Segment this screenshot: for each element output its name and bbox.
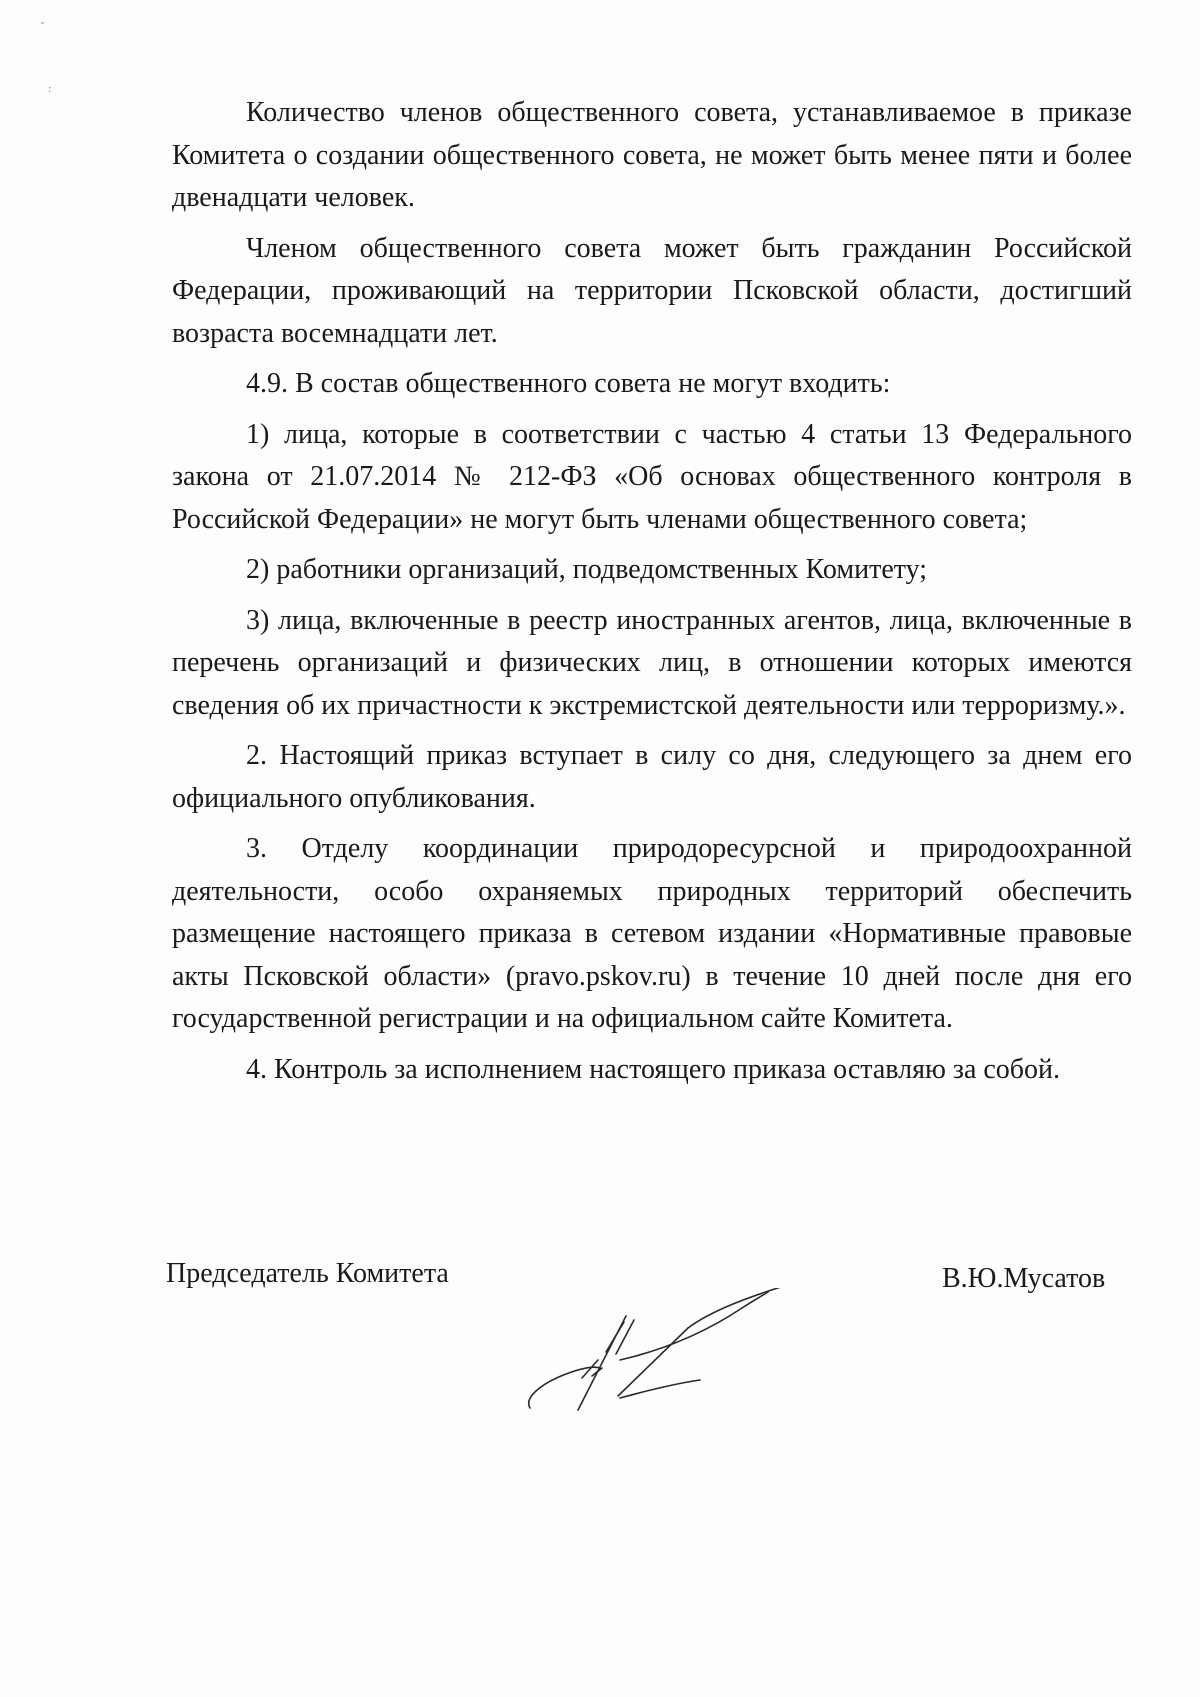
paragraph: 2. Настоящий приказ вступает в силу со дня, следующего за днем его официального опубликования. bbox=[172, 740, 1132, 814]
paragraph: 4. Контроль за исполнением настоящего приказа оставляю за собой. bbox=[246, 1053, 1061, 1085]
paragraph: 2) работники организаций, подведомственных Комитету; bbox=[246, 554, 928, 585]
paragraph: 3. Отделу координации природоресурсной и природоохранной деятельности, особо охраняемых природных территорий обеспечить размещение настоящего приказа в сетевом издании «Нормативные правовые акты Псковской области» (pravo.pskov.ru) в течение 10 дней после дня его государственной регистрации и на официальном сайте Комитета. bbox=[172, 833, 1132, 1034]
paragraph: Членом общественного совета может быть гражданин Российской Федерации, проживающий на территории Псковской области, достигший возраста восемнадцати лет. bbox=[172, 232, 1132, 349]
handwritten-signature bbox=[522, 1288, 842, 1468]
paragraph: 1) лица, которые в соответствии с частью 4 статьи 13 Федерального закона от 21.07.2014 № 212-ФЗ «Об основах общественного контроля в Российской Федерации» не могут быть членами общественного совета; bbox=[172, 418, 1132, 535]
scan-speck: ˘ bbox=[40, 22, 45, 33]
paragraph: 3) лица, включенные в реестр иностранных агентов, лица, включенные в перечень организаций и физических лиц, в отношении которых имеются сведения об их причастности к экстремистской деятельности или терроризму.». bbox=[172, 604, 1132, 721]
scan-speck: : bbox=[48, 84, 52, 95]
signatory-title: Председатель Комитета bbox=[166, 1258, 449, 1289]
paragraph: 4.9. В состав общественного совета не могут входить: bbox=[246, 368, 891, 399]
paragraph: Количество членов общественного совета, устанавливаемое в приказе Комитета о создании общественного совета, не может быть менее пяти и более двенадцати человек. bbox=[172, 97, 1132, 213]
signatory-name: В.Ю.Мусатов bbox=[942, 1263, 1106, 1294]
